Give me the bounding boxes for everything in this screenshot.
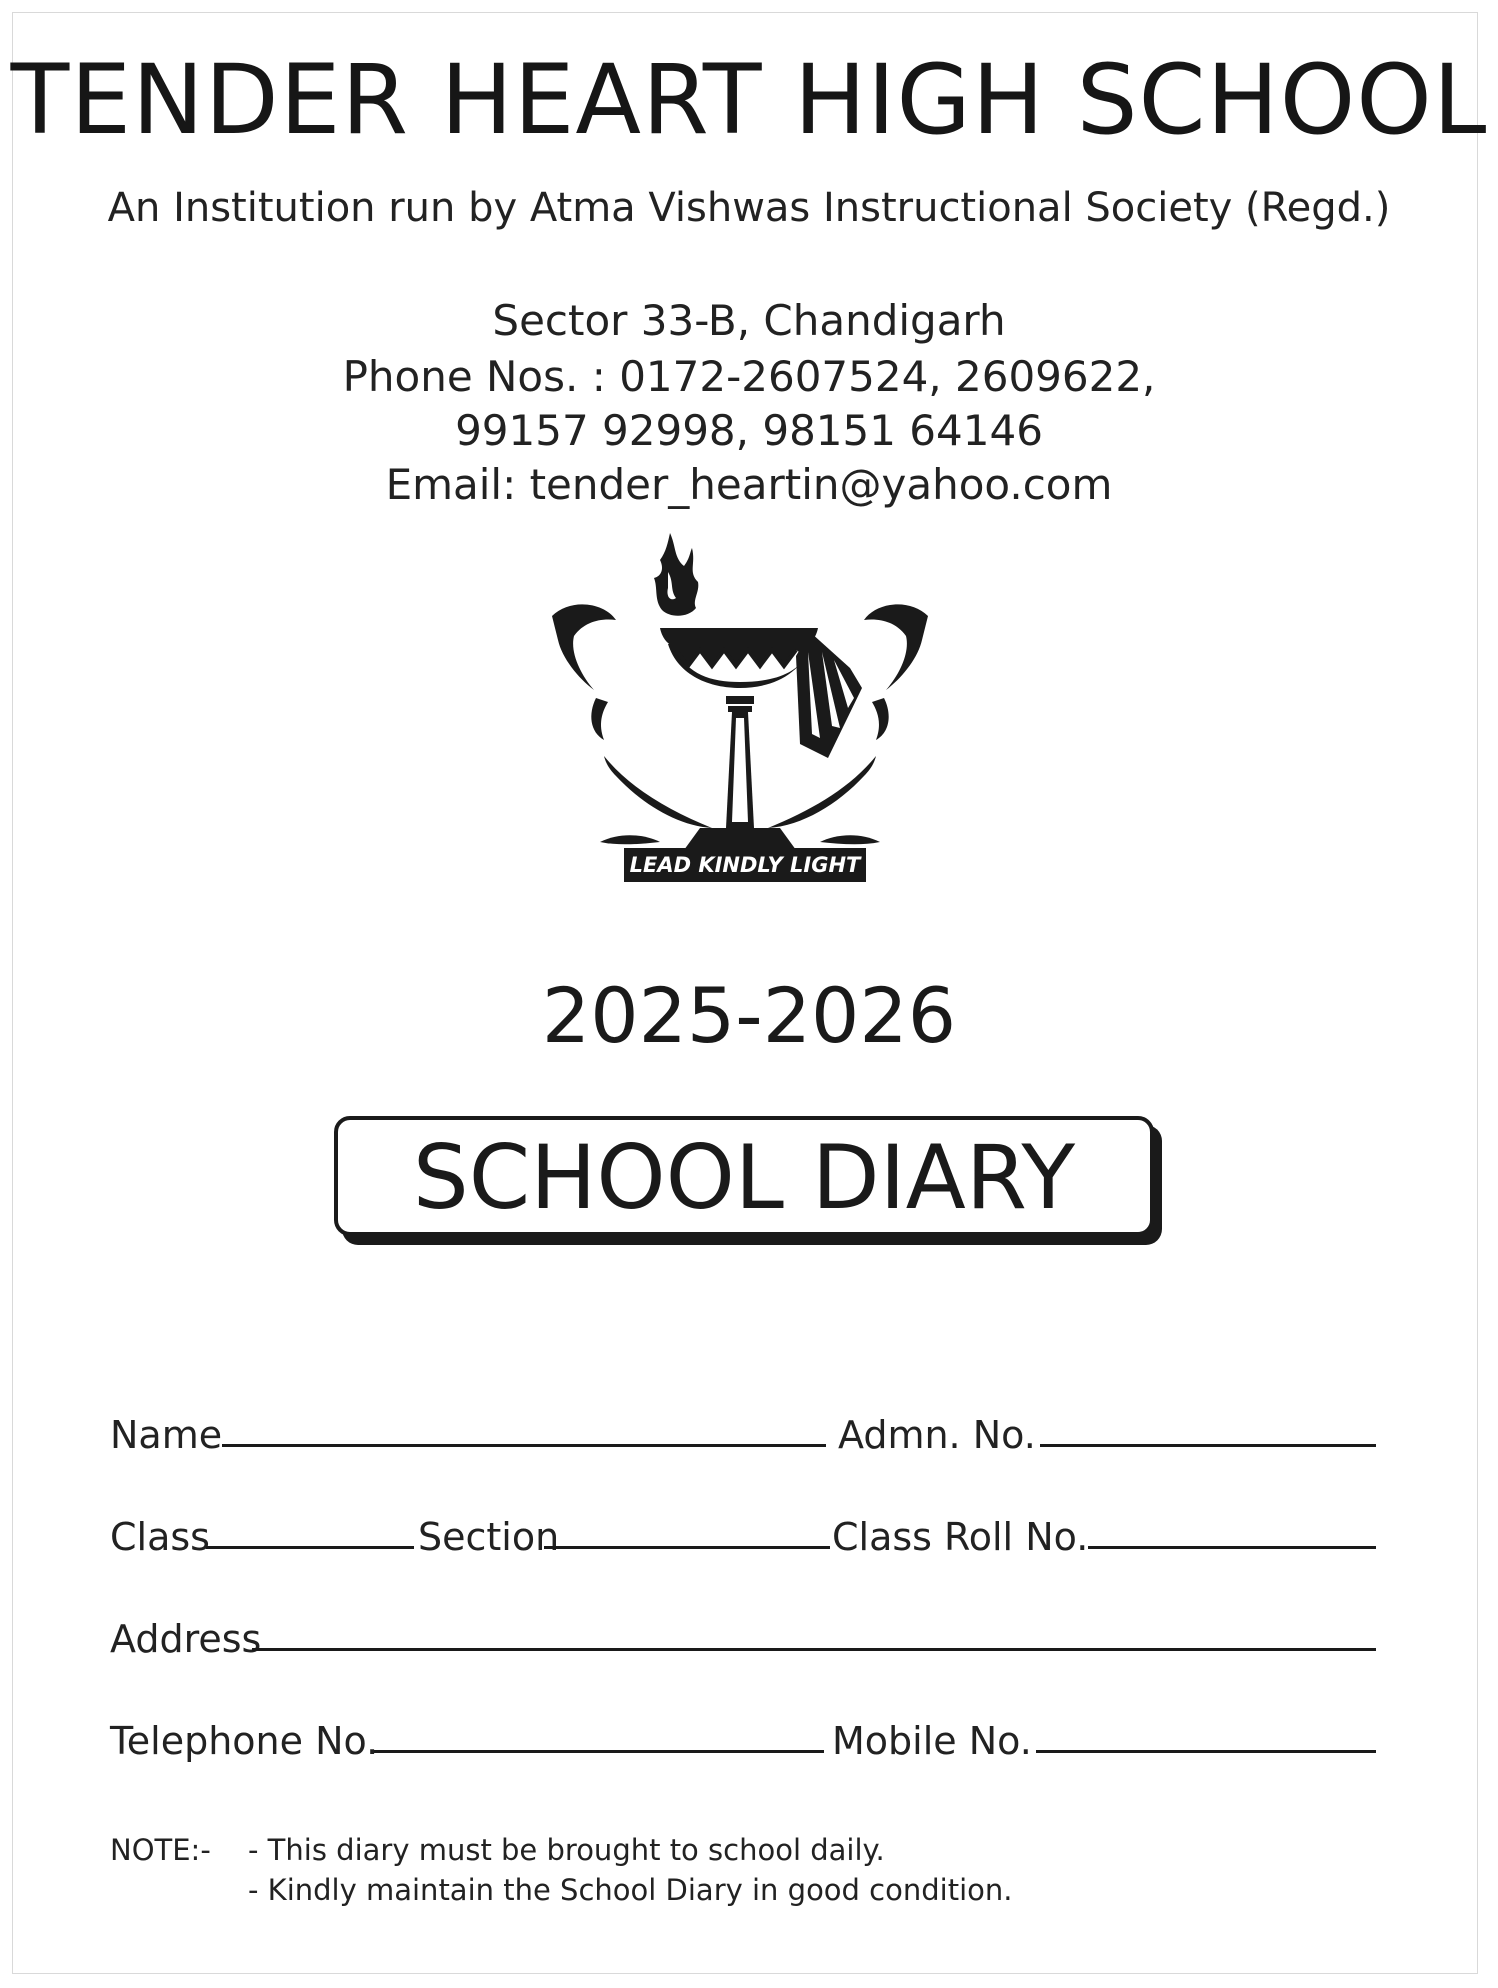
roll-no-field[interactable]: [1088, 1546, 1376, 1549]
diary-title: SCHOOL DIARY: [412, 1126, 1076, 1229]
oil-lamp-emblem-icon: [550, 528, 930, 888]
name-field[interactable]: [222, 1444, 826, 1447]
section-label: Section: [418, 1515, 560, 1559]
motto-banner: LEAD KINDLY LIGHT: [624, 848, 866, 882]
institution-line: An Institution run by Atma Vishwas Instructional Society (Regd.): [107, 185, 1391, 231]
roll-no-label: Class Roll No.: [832, 1515, 1089, 1559]
title-box: [334, 1116, 1154, 1236]
note-line: - Kindly maintain the School Diary in good condition.: [248, 1873, 1013, 1907]
school-name: TENDER HEART HIGH SCHOOL: [10, 44, 1488, 156]
address-field[interactable]: [252, 1648, 1376, 1651]
telephone-label: Telephone No.: [110, 1719, 379, 1763]
section-field[interactable]: [544, 1546, 830, 1549]
phone-line: Phone Nos. : 0172-2607524, 2609622,: [342, 352, 1156, 401]
phone-line-continued: 99157 92998, 98151 64146: [455, 406, 1043, 455]
mobile-label: Mobile No.: [832, 1719, 1032, 1763]
mobile-field[interactable]: [1036, 1750, 1376, 1753]
class-field[interactable]: [206, 1546, 414, 1549]
admn-no-label: Admn. No.: [838, 1413, 1036, 1457]
academic-year: 2025-2026: [541, 971, 957, 1060]
address-line: Sector 33-B, Chandigarh: [492, 296, 1006, 345]
class-label: Class: [110, 1515, 210, 1559]
name-label: Name: [110, 1413, 223, 1457]
admn-no-field[interactable]: [1040, 1444, 1376, 1447]
note-label: NOTE:-: [110, 1833, 211, 1867]
email-line: Email: tender_heartin@yahoo.com: [385, 460, 1113, 509]
address-label: Address: [110, 1617, 262, 1661]
note-line: - This diary must be brought to school daily.: [248, 1833, 885, 1867]
telephone-field[interactable]: [374, 1750, 824, 1753]
